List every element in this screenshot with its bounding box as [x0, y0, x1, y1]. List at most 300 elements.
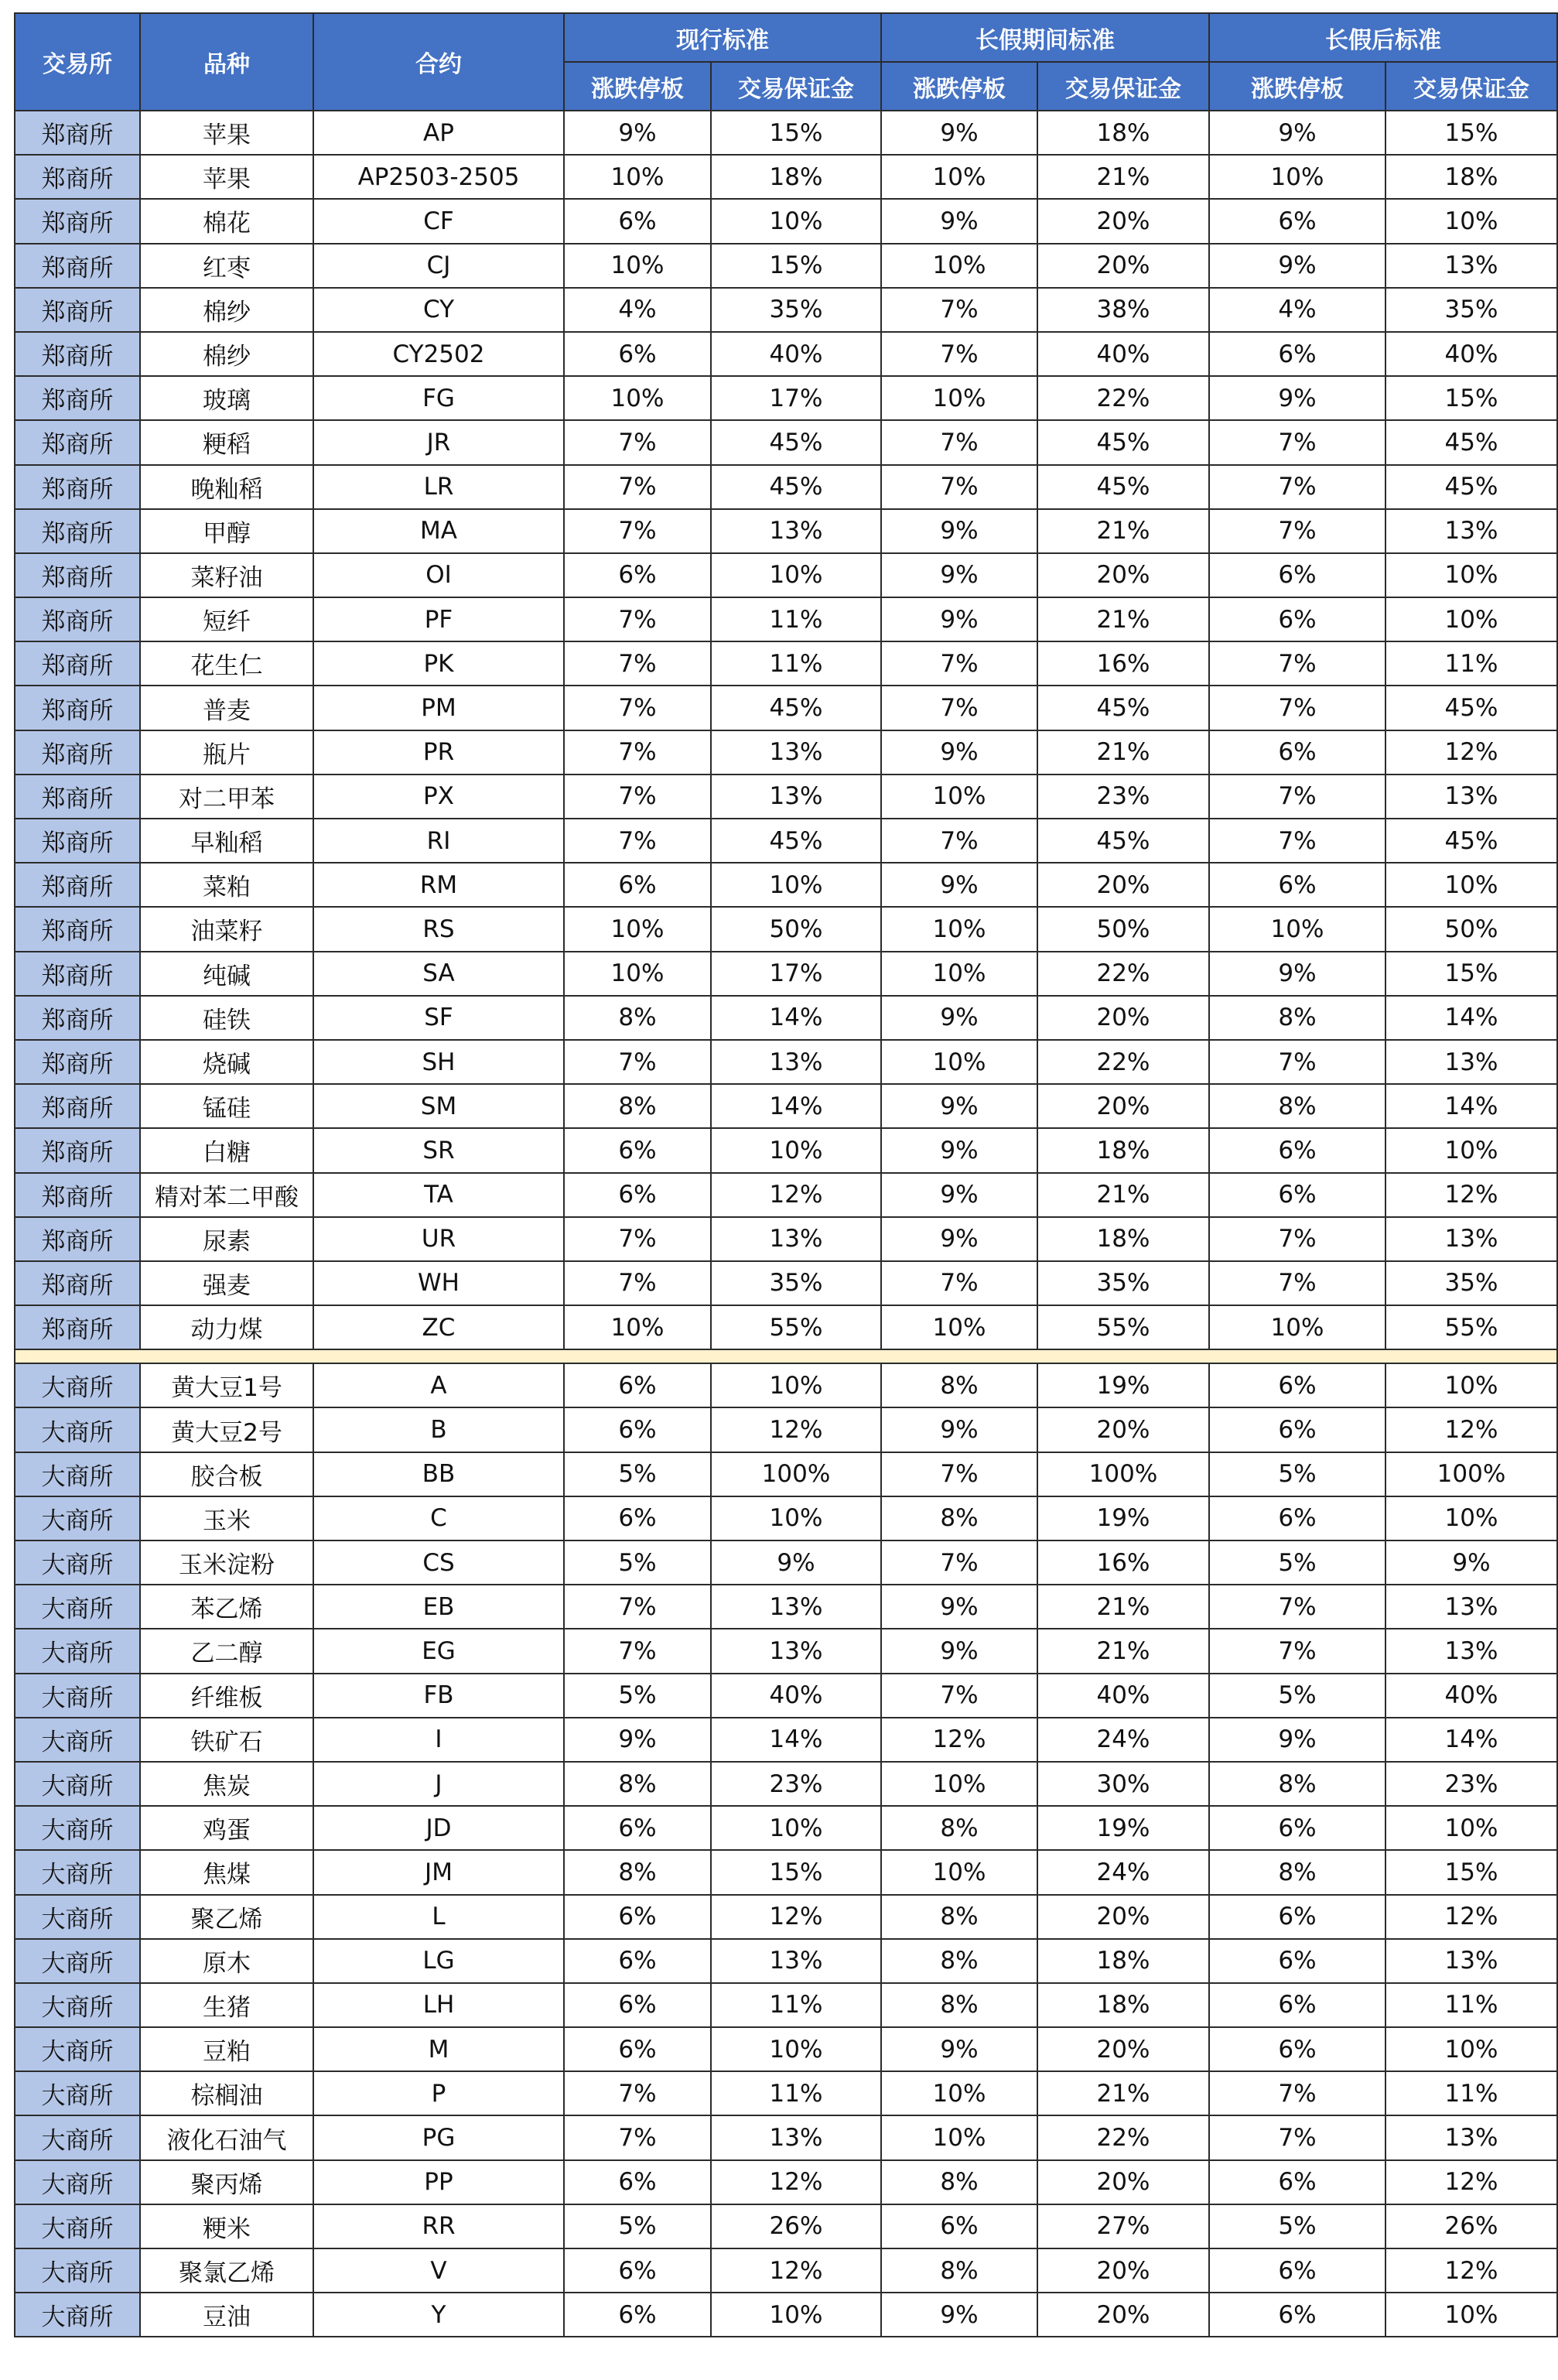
cell-after-limit: 10% — [1209, 907, 1385, 951]
header-current-limit: 涨跌停板 — [564, 62, 711, 111]
cell-after-limit: 6% — [1209, 2160, 1385, 2204]
cell-after-margin: 35% — [1385, 1261, 1557, 1305]
cell-current-margin: 15% — [711, 244, 881, 288]
cell-contract: FG — [313, 376, 564, 420]
cell-current-limit: 10% — [564, 1305, 711, 1349]
cell-exchange: 郑商所 — [15, 819, 140, 863]
table-row — [15, 2027, 1557, 2071]
cell-exchange: 大商所 — [15, 1496, 140, 1541]
cell-current-margin: 12% — [711, 1895, 881, 1939]
cell-holiday-margin: 20% — [1037, 2248, 1209, 2293]
cell-contract: CS — [313, 1541, 564, 1585]
table-row — [15, 819, 1557, 863]
cell-after-margin: 14% — [1385, 1718, 1557, 1762]
cell-exchange: 郑商所 — [15, 1217, 140, 1261]
cell-holiday-limit: 7% — [881, 1452, 1037, 1496]
cell-current-limit: 6% — [564, 1496, 711, 1541]
cell-current-margin: 12% — [711, 1407, 881, 1452]
cell-holiday-margin: 45% — [1037, 465, 1209, 509]
cell-holiday-limit: 9% — [881, 996, 1037, 1040]
cell-holiday-margin: 20% — [1037, 2293, 1209, 2337]
cell-holiday-limit: 9% — [881, 730, 1037, 775]
cell-contract: MA — [313, 509, 564, 553]
cell-exchange: 郑商所 — [15, 332, 140, 376]
cell-current-limit: 6% — [564, 332, 711, 376]
cell-after-margin: 13% — [1385, 1939, 1557, 1983]
cell-after-limit: 6% — [1209, 1496, 1385, 1541]
cell-after-margin: 23% — [1385, 1762, 1557, 1806]
cell-current-margin: 13% — [711, 2115, 881, 2159]
cell-product: 瓶片 — [140, 730, 313, 775]
cell-holiday-limit: 7% — [881, 1674, 1037, 1718]
cell-exchange: 大商所 — [15, 1674, 140, 1718]
cell-current-margin: 12% — [711, 1173, 881, 1217]
cell-after-limit: 6% — [1209, 1806, 1385, 1850]
cell-exchange: 郑商所 — [15, 775, 140, 819]
cell-holiday-limit: 9% — [881, 2027, 1037, 2071]
cell-product: 液化石油气 — [140, 2115, 313, 2159]
table-row — [15, 1040, 1557, 1084]
table-row — [15, 1718, 1557, 1762]
cell-current-limit: 6% — [564, 1173, 711, 1217]
table-row — [15, 730, 1557, 775]
cell-after-limit: 9% — [1209, 1718, 1385, 1762]
table-row — [15, 2293, 1557, 2337]
cell-holiday-limit: 7% — [881, 465, 1037, 509]
cell-exchange: 郑商所 — [15, 465, 140, 509]
header-contract: 合约 — [313, 13, 564, 111]
cell-holiday-margin: 21% — [1037, 730, 1209, 775]
cell-holiday-margin: 38% — [1037, 288, 1209, 332]
cell-current-margin: 18% — [711, 155, 881, 199]
cell-holiday-limit: 7% — [881, 288, 1037, 332]
cell-product: 对二甲苯 — [140, 775, 313, 819]
cell-holiday-margin: 20% — [1037, 1407, 1209, 1452]
cell-current-margin: 45% — [711, 686, 881, 730]
cell-holiday-margin: 22% — [1037, 1040, 1209, 1084]
cell-after-limit: 8% — [1209, 1084, 1385, 1128]
cell-after-margin: 14% — [1385, 1084, 1557, 1128]
cell-current-margin: 11% — [711, 2071, 881, 2115]
cell-contract: JM — [313, 1850, 564, 1894]
cell-contract: A — [313, 1363, 564, 1407]
cell-after-margin: 15% — [1385, 376, 1557, 420]
cell-current-limit: 9% — [564, 1718, 711, 1762]
table-row — [15, 1407, 1557, 1452]
cell-holiday-limit: 9% — [881, 553, 1037, 597]
cell-after-limit: 6% — [1209, 1983, 1385, 2027]
cell-after-limit: 6% — [1209, 2248, 1385, 2293]
cell-current-limit: 7% — [564, 509, 711, 553]
cell-holiday-margin: 22% — [1037, 2115, 1209, 2159]
cell-holiday-limit: 10% — [881, 155, 1037, 199]
cell-contract: AP2503-2505 — [313, 155, 564, 199]
cell-contract: OI — [313, 553, 564, 597]
cell-current-margin: 10% — [711, 2293, 881, 2337]
cell-holiday-limit: 9% — [881, 509, 1037, 553]
cell-current-margin: 17% — [711, 952, 881, 996]
cell-holiday-margin: 45% — [1037, 420, 1209, 464]
cell-current-limit: 8% — [564, 1850, 711, 1894]
cell-after-margin: 10% — [1385, 1363, 1557, 1407]
cell-current-margin: 55% — [711, 1305, 881, 1349]
cell-current-limit: 6% — [564, 1806, 711, 1850]
cell-after-limit: 4% — [1209, 288, 1385, 332]
cell-holiday-limit: 8% — [881, 1496, 1037, 1541]
cell-exchange: 大商所 — [15, 1762, 140, 1806]
cell-after-margin: 18% — [1385, 155, 1557, 199]
header-holiday-margin: 交易保证金 — [1037, 62, 1209, 111]
cell-after-limit: 8% — [1209, 996, 1385, 1040]
cell-holiday-margin: 18% — [1037, 1128, 1209, 1172]
table-row — [15, 1452, 1557, 1496]
table-row — [15, 2160, 1557, 2204]
cell-holiday-margin: 20% — [1037, 244, 1209, 288]
cell-holiday-margin: 16% — [1037, 641, 1209, 686]
cell-holiday-margin: 30% — [1037, 1762, 1209, 1806]
cell-contract: PG — [313, 2115, 564, 2159]
cell-current-limit: 5% — [564, 1674, 711, 1718]
table-body — [15, 111, 1557, 2337]
table-row — [15, 1261, 1557, 1305]
cell-exchange: 大商所 — [15, 1585, 140, 1629]
cell-holiday-margin: 19% — [1037, 1806, 1209, 1850]
cell-holiday-margin: 35% — [1037, 1261, 1209, 1305]
cell-holiday-limit: 10% — [881, 1850, 1037, 1894]
cell-after-limit: 5% — [1209, 1452, 1385, 1496]
cell-after-margin: 26% — [1385, 2204, 1557, 2248]
cell-product: 烧碱 — [140, 1040, 313, 1084]
cell-contract: EB — [313, 1585, 564, 1629]
cell-product: 生猪 — [140, 1983, 313, 2027]
cell-after-limit: 7% — [1209, 775, 1385, 819]
cell-current-margin: 10% — [711, 553, 881, 597]
cell-contract: M — [313, 2027, 564, 2071]
cell-holiday-margin: 45% — [1037, 686, 1209, 730]
cell-contract: LH — [313, 1983, 564, 2027]
cell-exchange: 郑商所 — [15, 1040, 140, 1084]
cell-contract: EG — [313, 1629, 564, 1673]
cell-exchange: 郑商所 — [15, 111, 140, 155]
cell-product: 粳米 — [140, 2204, 313, 2248]
cell-after-margin: 45% — [1385, 819, 1557, 863]
cell-current-limit: 7% — [564, 1261, 711, 1305]
cell-contract: ZC — [313, 1305, 564, 1349]
cell-holiday-limit: 9% — [881, 1173, 1037, 1217]
cell-after-margin: 35% — [1385, 288, 1557, 332]
cell-after-limit: 6% — [1209, 332, 1385, 376]
cell-current-margin: 12% — [711, 2248, 881, 2293]
cell-after-limit: 5% — [1209, 1674, 1385, 1718]
cell-after-limit: 6% — [1209, 597, 1385, 641]
cell-holiday-limit: 9% — [881, 863, 1037, 907]
cell-after-limit: 6% — [1209, 863, 1385, 907]
cell-after-margin: 11% — [1385, 1983, 1557, 2027]
cell-holiday-margin: 19% — [1037, 1496, 1209, 1541]
cell-current-limit: 6% — [564, 2248, 711, 2293]
cell-exchange: 郑商所 — [15, 686, 140, 730]
cell-after-limit: 6% — [1209, 1128, 1385, 1172]
cell-product: 苯乙烯 — [140, 1585, 313, 1629]
header-after-margin: 交易保证金 — [1385, 62, 1557, 111]
cell-holiday-margin: 24% — [1037, 1718, 1209, 1762]
cell-holiday-margin: 40% — [1037, 332, 1209, 376]
cell-holiday-limit: 8% — [881, 1806, 1037, 1850]
cell-product: 焦炭 — [140, 1762, 313, 1806]
cell-after-margin: 100% — [1385, 1452, 1557, 1496]
cell-after-margin: 13% — [1385, 2115, 1557, 2159]
cell-after-margin: 40% — [1385, 332, 1557, 376]
table-row — [15, 1850, 1557, 1894]
cell-product: 黄大豆2号 — [140, 1407, 313, 1452]
cell-current-limit: 6% — [564, 1363, 711, 1407]
cell-holiday-limit: 7% — [881, 1261, 1037, 1305]
cell-after-limit: 7% — [1209, 2115, 1385, 2159]
cell-after-margin: 13% — [1385, 1040, 1557, 1084]
cell-holiday-margin: 21% — [1037, 597, 1209, 641]
cell-current-limit: 8% — [564, 996, 711, 1040]
cell-contract: C — [313, 1496, 564, 1541]
cell-after-margin: 15% — [1385, 1850, 1557, 1894]
header-holiday-limit: 涨跌停板 — [881, 62, 1037, 111]
cell-holiday-limit: 10% — [881, 952, 1037, 996]
cell-current-margin: 17% — [711, 376, 881, 420]
cell-current-margin: 10% — [711, 1496, 881, 1541]
cell-contract: Y — [313, 2293, 564, 2337]
cell-contract: UR — [313, 1217, 564, 1261]
cell-current-limit: 7% — [564, 420, 711, 464]
cell-current-limit: 10% — [564, 244, 711, 288]
section-separator — [15, 1349, 1557, 1363]
header-after-limit: 涨跌停板 — [1209, 62, 1385, 111]
cell-current-margin: 23% — [711, 1762, 881, 1806]
header-product: 品种 — [140, 13, 313, 111]
cell-after-margin: 10% — [1385, 1128, 1557, 1172]
cell-product: 玉米 — [140, 1496, 313, 1541]
cell-exchange: 大商所 — [15, 2204, 140, 2248]
cell-product: 苹果 — [140, 111, 313, 155]
cell-holiday-margin: 24% — [1037, 1850, 1209, 1894]
cell-holiday-margin: 20% — [1037, 2160, 1209, 2204]
table-row — [15, 1363, 1557, 1407]
cell-contract: PF — [313, 597, 564, 641]
cell-holiday-limit: 9% — [881, 2293, 1037, 2337]
cell-exchange: 郑商所 — [15, 863, 140, 907]
cell-holiday-limit: 9% — [881, 1217, 1037, 1261]
cell-holiday-limit: 8% — [881, 1939, 1037, 1983]
cell-exchange: 大商所 — [15, 2115, 140, 2159]
cell-current-limit: 7% — [564, 819, 711, 863]
cell-holiday-limit: 10% — [881, 1762, 1037, 1806]
cell-exchange: 大商所 — [15, 2071, 140, 2115]
table-row — [15, 1084, 1557, 1128]
cell-current-limit: 6% — [564, 1983, 711, 2027]
cell-current-margin: 11% — [711, 597, 881, 641]
cell-holiday-margin: 18% — [1037, 1939, 1209, 1983]
cell-current-limit: 6% — [564, 1895, 711, 1939]
cell-current-limit: 7% — [564, 775, 711, 819]
cell-holiday-limit: 9% — [881, 1407, 1037, 1452]
table-row — [15, 553, 1557, 597]
cell-holiday-margin: 20% — [1037, 996, 1209, 1040]
cell-exchange: 郑商所 — [15, 907, 140, 951]
table-row — [15, 1173, 1557, 1217]
cell-current-margin: 15% — [711, 111, 881, 155]
cell-product: 黄大豆1号 — [140, 1363, 313, 1407]
cell-exchange: 郑商所 — [15, 199, 140, 243]
cell-after-margin: 12% — [1385, 2160, 1557, 2204]
cell-exchange: 大商所 — [15, 1718, 140, 1762]
cell-current-margin: 14% — [711, 1718, 881, 1762]
cell-holiday-margin: 18% — [1037, 111, 1209, 155]
table-row — [15, 465, 1557, 509]
cell-holiday-limit: 10% — [881, 775, 1037, 819]
cell-current-margin: 13% — [711, 1629, 881, 1673]
cell-current-margin: 11% — [711, 641, 881, 686]
cell-contract: I — [313, 1718, 564, 1762]
cell-product: 聚氯乙烯 — [140, 2248, 313, 2293]
cell-holiday-limit: 8% — [881, 1363, 1037, 1407]
cell-current-margin: 26% — [711, 2204, 881, 2248]
table-row — [15, 1762, 1557, 1806]
table-row — [15, 775, 1557, 819]
cell-holiday-limit: 7% — [881, 332, 1037, 376]
cell-exchange: 郑商所 — [15, 1173, 140, 1217]
table-row — [15, 2071, 1557, 2115]
cell-product: 精对苯二甲酸 — [140, 1173, 313, 1217]
cell-current-limit: 7% — [564, 1585, 711, 1629]
cell-product: 粳稻 — [140, 420, 313, 464]
cell-holiday-limit: 7% — [881, 420, 1037, 464]
cell-after-limit: 6% — [1209, 1173, 1385, 1217]
cell-contract: J — [313, 1762, 564, 1806]
cell-product: 原木 — [140, 1939, 313, 1983]
cell-current-limit: 9% — [564, 111, 711, 155]
cell-contract: B — [313, 1407, 564, 1452]
cell-after-margin: 45% — [1385, 465, 1557, 509]
cell-current-margin: 11% — [711, 1983, 881, 2027]
cell-holiday-margin: 18% — [1037, 1217, 1209, 1261]
cell-after-margin: 15% — [1385, 111, 1557, 155]
cell-current-margin: 10% — [711, 2027, 881, 2071]
cell-current-margin: 13% — [711, 509, 881, 553]
cell-after-limit: 6% — [1209, 2027, 1385, 2071]
cell-holiday-limit: 7% — [881, 641, 1037, 686]
cell-holiday-limit: 7% — [881, 686, 1037, 730]
cell-after-margin: 40% — [1385, 1674, 1557, 1718]
cell-current-limit: 6% — [564, 1128, 711, 1172]
cell-current-margin: 13% — [711, 775, 881, 819]
cell-product: 菜籽油 — [140, 553, 313, 597]
cell-exchange: 大商所 — [15, 1541, 140, 1585]
cell-after-limit: 7% — [1209, 1261, 1385, 1305]
table-row — [15, 288, 1557, 332]
table-row — [15, 2115, 1557, 2159]
cell-after-margin: 10% — [1385, 2027, 1557, 2071]
cell-current-limit: 10% — [564, 907, 711, 951]
cell-after-margin: 13% — [1385, 1585, 1557, 1629]
cell-after-margin: 13% — [1385, 1629, 1557, 1673]
table-row — [15, 2204, 1557, 2248]
cell-product: 焦煤 — [140, 1850, 313, 1894]
header-group-holiday: 长假期间标准 — [881, 13, 1209, 62]
cell-current-margin: 10% — [711, 1363, 881, 1407]
cell-product: 棕榈油 — [140, 2071, 313, 2115]
cell-contract: AP — [313, 111, 564, 155]
cell-exchange: 大商所 — [15, 1363, 140, 1407]
cell-exchange: 大商所 — [15, 1407, 140, 1452]
cell-after-limit: 8% — [1209, 1762, 1385, 1806]
cell-after-margin: 11% — [1385, 2071, 1557, 2115]
cell-exchange: 郑商所 — [15, 996, 140, 1040]
table-row — [15, 1895, 1557, 1939]
cell-current-limit: 6% — [564, 553, 711, 597]
table-row — [15, 244, 1557, 288]
cell-exchange: 大商所 — [15, 1806, 140, 1850]
cell-exchange: 郑商所 — [15, 1261, 140, 1305]
cell-contract: LG — [313, 1939, 564, 1983]
cell-current-margin: 13% — [711, 1585, 881, 1629]
cell-current-margin: 45% — [711, 420, 881, 464]
cell-exchange: 大商所 — [15, 1983, 140, 2027]
cell-exchange: 郑商所 — [15, 597, 140, 641]
cell-exchange: 郑商所 — [15, 1305, 140, 1349]
cell-holiday-margin: 21% — [1037, 1173, 1209, 1217]
cell-after-limit: 8% — [1209, 1850, 1385, 1894]
cell-after-margin: 11% — [1385, 641, 1557, 686]
cell-product: 鸡蛋 — [140, 1806, 313, 1850]
cell-product: 花生仁 — [140, 641, 313, 686]
cell-after-limit: 7% — [1209, 1217, 1385, 1261]
cell-contract: CY2502 — [313, 332, 564, 376]
table-row — [15, 155, 1557, 199]
cell-holiday-margin: 20% — [1037, 1895, 1209, 1939]
cell-holiday-margin: 27% — [1037, 2204, 1209, 2248]
cell-current-limit: 10% — [564, 376, 711, 420]
cell-after-margin: 50% — [1385, 907, 1557, 951]
margin-limit-table — [14, 12, 1558, 2337]
cell-holiday-limit: 10% — [881, 376, 1037, 420]
table-row — [15, 1541, 1557, 1585]
cell-contract: WH — [313, 1261, 564, 1305]
cell-current-limit: 6% — [564, 1407, 711, 1452]
cell-exchange: 郑商所 — [15, 376, 140, 420]
cell-holiday-margin: 50% — [1037, 907, 1209, 951]
cell-contract: BB — [313, 1452, 564, 1496]
cell-current-limit: 7% — [564, 1217, 711, 1261]
cell-current-limit: 6% — [564, 199, 711, 243]
cell-product: 普麦 — [140, 686, 313, 730]
table-row — [15, 420, 1557, 464]
cell-product: 短纤 — [140, 597, 313, 641]
cell-product: 棉纱 — [140, 288, 313, 332]
cell-exchange: 郑商所 — [15, 155, 140, 199]
cell-current-limit: 10% — [564, 952, 711, 996]
cell-current-margin: 14% — [711, 996, 881, 1040]
cell-holiday-limit: 6% — [881, 2204, 1037, 2248]
cell-contract: CY — [313, 288, 564, 332]
cell-contract: CJ — [313, 244, 564, 288]
cell-after-limit: 6% — [1209, 2293, 1385, 2337]
cell-product: 豆油 — [140, 2293, 313, 2337]
cell-exchange: 郑商所 — [15, 509, 140, 553]
cell-product: 玉米淀粉 — [140, 1541, 313, 1585]
cell-after-margin: 9% — [1385, 1541, 1557, 1585]
cell-after-margin: 45% — [1385, 686, 1557, 730]
cell-contract: LR — [313, 465, 564, 509]
table-row — [15, 199, 1557, 243]
cell-product: 白糖 — [140, 1128, 313, 1172]
